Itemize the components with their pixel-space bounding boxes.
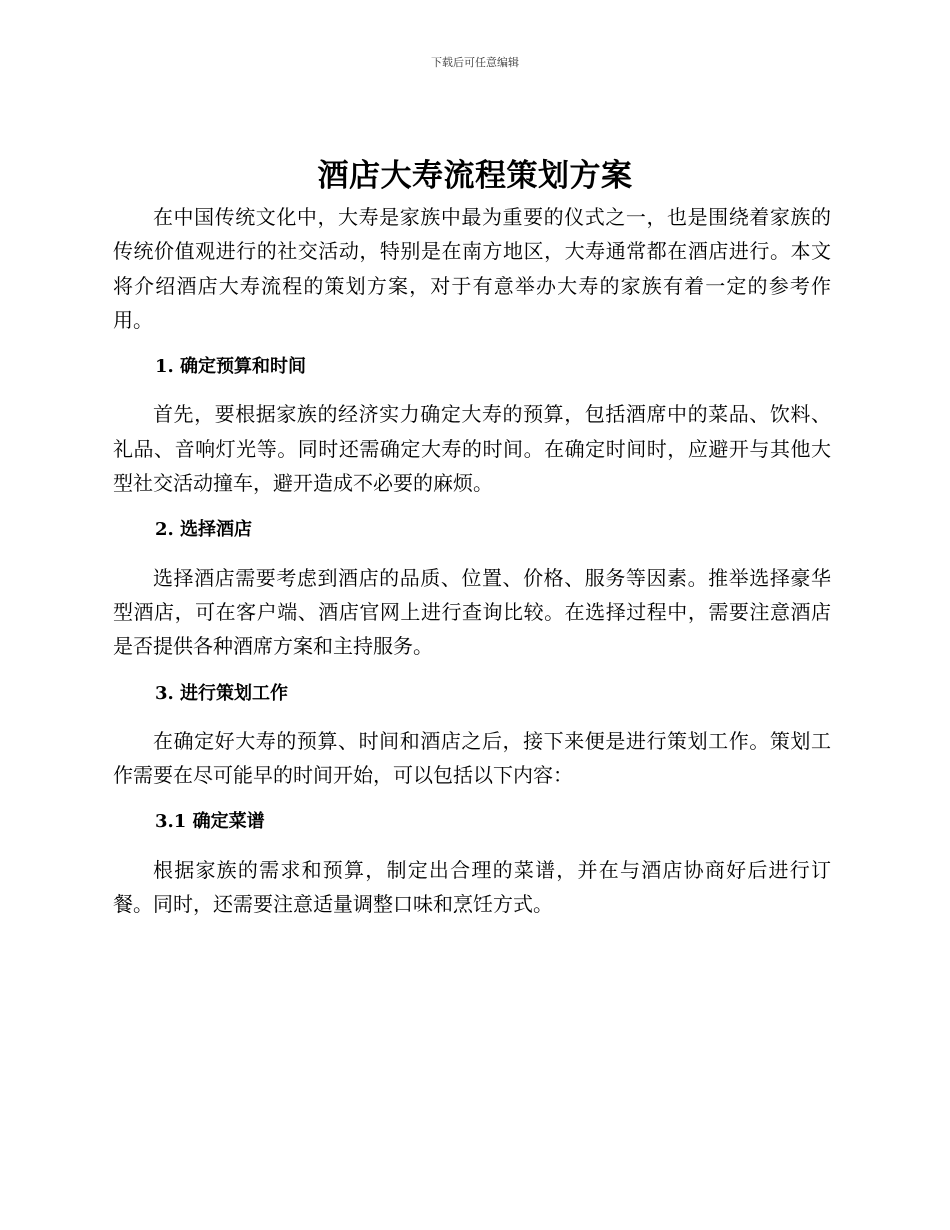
subsection-heading-menu: 3.1 确定菜谱: [155, 811, 265, 833]
intro-paragraph: 在中国传统文化中，大寿是家族中最为重要的仪式之一，也是围绕着家族的传统价值观进行的社交活动，特别是在南方地区，大寿通常都在酒店进行。本文将介绍酒店大寿流程的策划方案，对于有意举办大寿的家族有着一定的参考作用。: [113, 205, 831, 332]
document-title: 酒店大寿流程策划方案: [317, 158, 633, 194]
section-heading-budget-time: 1. 确定预算和时间: [155, 356, 307, 378]
page-header: 下载后可任意编辑: [431, 56, 519, 69]
paragraph-choose-hotel: 选择酒店需要考虑到酒店的品质、位置、价格、服务等因素。推举选择豪华型酒店，可在客户端、酒店官网上进行查询比较。在选择过程中，需要注意酒店是否提供各种酒席方案和主持服务。: [113, 565, 831, 659]
paragraph-budget-time: 首先，要根据家族的经济实力确定大寿的预算，包括酒席中的菜品、饮料、礼品、音响灯光等。同时还需确定大寿的时间。在确定时间时，应避开与其他大型社交活动撞车，避开造成不必要的麻烦。: [113, 402, 831, 496]
paragraph-menu: 根据家族的需求和预算，制定出合理的菜谱，并在与酒店协商好后进行订餐。同时，还需要注意适量调整口味和烹饪方式。: [113, 857, 831, 917]
section-heading-planning-work: 3. 进行策划工作: [155, 682, 289, 704]
section-heading-choose-hotel: 2. 选择酒店: [155, 519, 253, 541]
document-body: [113, 200, 831, 934]
paragraph-planning-work: 在确定好大寿的预算、时间和酒店之后，接下来便是进行策划工作。策划工作需要在尽可能早的时间开始，可以包括以下内容：: [113, 728, 831, 788]
